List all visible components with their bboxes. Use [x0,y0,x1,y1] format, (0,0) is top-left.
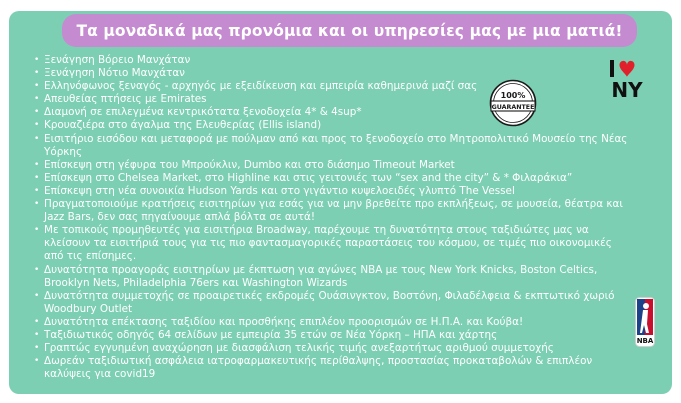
list-item: • Ταξιδιωτικός οδηγός 64 σελίδων με εμπειρία 35 ετών σε Νέα Υόρκη – ΗΠΑ και χάρτης [34,329,632,342]
nba-logo [635,297,655,347]
list-item: • Επίσκεψη στη νέα συνοικία Hudson Yards και στο γιγάντιο κυψελοειδές γλυπτό The Vessel [34,185,632,198]
list-item: • Απευθείας πτήσεις με Emirates [34,93,632,106]
ny-logo-text: NY [611,78,643,102]
list-item: • Δωρεάν ταξιδιωτική ασφάλεια ιατροφαρμακευτικής περίθαλψης, προστασίας προκαταβολών & επιπλέον καλύψεις για covid19 [34,355,632,381]
list-item: • Με τοπικούς προμηθευτές για εισιτήρια Broadway, παρέχουμε τη δυνατότητα στους ταξιδιώτες μας να κλείσουν τα εισιτήριά τους για τις πιο φαντασμαγορικές παραστάσεις του κόσμου, σε τιμές πιο οικονομικές από τις επίσημες. [34,224,632,263]
header-banner [62,14,637,47]
list-item: • Επίσκεψη στη γέφυρα του Μπρούκλιν, Dumbo και στο διάσημο Timeout Market [34,159,632,172]
nba-logo-text: NBA [636,337,654,345]
list-item: • Ξενάγηση Βόρειο Μανχάταν [34,54,632,67]
list-item: • Δυνατότητα προαγοράς εισιτηρίων με έκπτωση για αγώνες NBA με τους New York Knicks, Boston Celtics, Brooklyn Nets, Philadelphia 76ers και Washington Wizards [34,264,632,290]
list-item: • Εισιτήριο εισόδου και μεταφορά με πούλμαν από και προς το ξενοδοχείο στο Μητροπολιτικό Μουσείο της Νέας Υόρκης [34,133,632,159]
i-love-ny-logo [607,58,651,102]
list-item: • Πραγματοποιούμε κρατήσεις εισιτηρίων για εσάς για να μην βρεθείτε προ εκπλήξεως, σε μουσεία, θέατρα και Jazz Bars, δεν σας πηγαίνουμε απλά βόλτα σε αυτά! [34,198,632,224]
guarantee-stamp-icon [489,79,537,127]
list-item: • Διαμονή σε επιλεγμένα κεντρικότατα ξενοδοχεία 4* & 4sup* [34,106,632,119]
list-item: • Ξενάγηση Νότιο Μανχάταν [34,67,632,80]
list-item: • Γραπτώς εγγυημένη αναχώρηση με διασφάλιση τελικής τιμής ανεξαρτήτως αριθμού συμμετοχής [34,342,632,355]
list-item: • Δυνατότητα συμμετοχής σε προαιρετικές εκδρομές Ουάσινγκτον, Βοστόνη, Φιλαδέλφεια & εκπτωτικό χωριό Woodbury Outlet [34,290,632,316]
list-item: • Δυνατότητα επέκτασης ταξιδίου και προσθήκης επιπλέον προορισμών σε Η.Π.Α. και Κούβα! [34,316,632,329]
guarantee-label: GUARANTEE [491,104,535,111]
header-title: Τα μοναδικά μας προνόμια και οι υπηρεσίες μας με μια ματιά! [76,21,623,40]
features-list [34,54,632,381]
heart-icon [620,61,635,77]
list-item: • Κρουαζιέρα στο άγαλμα της Ελευθερίας (Ellis island) [34,119,632,132]
guarantee-percent: 100% [500,91,526,100]
list-item: • Επίσκεψη στο Chelsea Market, στο Highline και στις γειτονιές των “sex and the city” & * Φιλαράκια” [34,172,632,185]
list-item: • Ελληνόφωνος ξεναγός - αρχηγός με εξειδίκευση και εμπειρία καθημερινά μαζί σας [34,80,632,93]
benefits-card [9,11,672,394]
